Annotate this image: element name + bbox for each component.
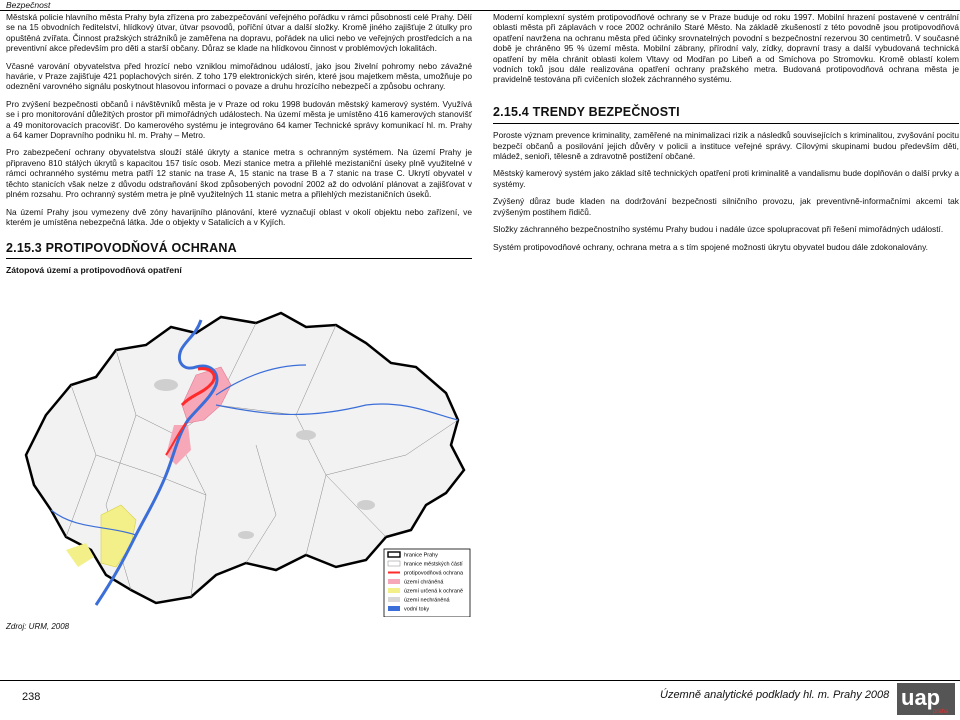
footer-divider [0, 680, 960, 681]
uap-logo [897, 683, 955, 715]
heading-divider [493, 123, 959, 124]
paragraph: Moderní komplexní systém protipovodňové ochrany se v Praze buduje od roku 1997. Mobilní hrazení postavené v centrální oblasti města při záplavách v roce 2002 ochránilo Staré Město. Na základě zkušeností z této povodně jsou protipovodňová opatření navržena na ochranu města před účinky srovnatelných povodní s bezpečnostní rezervou 30 centimetrů. V současné době je chráněno 95 % území města. Mobilní zábrany, přírodní valy, zídky, dopravní trasy a další vybudovaná technická opatření by měla chránit oblasti kolem Vltavy od Modřan po Libeň a od Smíchova po Stromovku. Kromě oblastí kolem vodních toků jsou dále realizována opatření ochrany pražského metra. Budovaná protipovodňová ochrana města je pravidelně testována při cvičeních složek záchranného systému. [493, 12, 959, 85]
legend-label: území určená k ochraně [404, 588, 464, 595]
legend-swatch [388, 561, 400, 566]
legend-label: území chráněná [404, 579, 444, 586]
paragraph: Včasné varování obyvatelstva před hrozící nebo vzniklou mimořádnou událostí, jako jsou živelní pohromy nebo závažné havárie, v Praze zajišťuje 421 poplachových sirén. Z toho 179 elektronických sirén, které jsou majetkem města, umožňuje po odeznění varovného signálu poskytnout hlasovou informaci o povaze a druhu hrozícího nebezpečí a způsobu ochrany. [6, 60, 472, 92]
logo-subtext: praha [933, 709, 949, 715]
legend-swatch [388, 588, 400, 593]
flood-map [6, 305, 472, 617]
section-heading: 2.15.3 PROTIPOVODŇOVÁ OCHRANA [6, 241, 237, 256]
legend-swatch [388, 552, 400, 557]
paragraph: Poroste význam prevence kriminality, zaměřené na minimalizaci rizik a následků souvisejících s kriminalitou, zvyšování pocitu bezpečí občanů a posilování jejich důvěry v policii a instituce veřejné správy. Cílovými skupinami budou především děti, mládež, senioři, tělesně a zdravotně postižení občané. [493, 130, 959, 162]
paragraph: Pro zvýšení bezpečnosti občanů i návštěvníků města je v Praze od roku 1998 budován městský kamerový systém. Využívá se i pro monitorování důležitých prostor při mimořádných událostech. Na území města je umístěno 416 kamerových stanovišť a 49 monitorovacích pracovišť. Do kamerového systému je integrováno 64 kamer Technické správy komunikací hl. m. Prahy a 64 kamer Dopravního podniku hl. m. Prahy – Metro. [6, 98, 472, 141]
legend-label: protipovodňová ochrana [404, 570, 464, 577]
right-column [493, 12, 959, 259]
paragraph: Zvýšený důraz bude kladen na dodržování bezpečnosti silničního provozu, jak preventivně-informačními akcemi tak zvýšeným postihem řidičů. [493, 196, 959, 217]
flood-map-graphic [6, 305, 472, 617]
legend-label: hranice městských částí [404, 561, 463, 568]
legend-swatch [388, 606, 400, 611]
paragraph: Složky záchranného bezpečnostního systému Prahy budou i nadále úzce spolupracovat při řešení mimořádných událostí. [493, 224, 944, 235]
map-caption: Zátopová území a protipovodňová opatření [6, 264, 182, 275]
left-column [6, 12, 472, 277]
paragraph: Městský kamerový systém jako základ sítě technických opatření proti kriminalitě a vandalismu bude doplňován o další prvky a systémy. [493, 168, 959, 189]
page-number: 238 [22, 691, 41, 703]
map-source: Zdroj: URM, 2008 [6, 622, 70, 631]
legend-label: území nechráněná [404, 597, 450, 604]
map-legend [384, 549, 470, 617]
paragraph: Pro zabezpečení ochrany obyvatelstva slouží stálé úkryty a stanice metra s ochranným systémem. Na území Prahy je připraveno 810 stálých úkrytů s kapacitou 157 tisíc osob. Mezi stanice metra a přilehlé mezistaniční úseky plně využitelné v rámci ochranného systému metra patří 12 stanic na trase A, 15 stanic na trase B a 7 stanic na trase C. Ukrytí obyvatel v těchto stanicích však nelze z důvodu odstraňování škod způsobených povodní 2002 až do odvolání plánovat a zajišťovat v plném rozsahu. Pro ochranný systém metra je plně využitelných 11 stanic metra a přilehlých mezistaničních úseků. [6, 147, 472, 200]
paragraph: Na území Prahy jsou vymezeny dvě zóny havarijního plánování, které vyznačují oblast v okolí objektu nebo zařízení, ve kterém je umístěna nebezpečná látka. Jde o objekty v Satalicích a v Kyjích. [6, 206, 472, 227]
logo-text: uap [901, 685, 941, 710]
legend-label: hranice Prahy [404, 552, 438, 559]
header-divider [0, 10, 960, 11]
legend-swatch [388, 597, 400, 602]
paragraph: Městská policie hlavního města Prahy byla zřízena pro zabezpečování veřejného pořádku v rámci působnosti celé Prahy. Dělí se na 15 obvodních ředitelství, hlídkový útvar, útvar psovodů, poříční útvar a další složky. Kromě jiného zajišťuje 2 útulky pro opuštěná zvířata. Činnost pražských strážníků je zaměřena na dopravu, pořádek na ulici nebo ve veřejných prostředcích a na preventivní akce především pro děti a starší občany. Důraz se klade na hlídkovou činnost v problémových lokalitách. [6, 12, 472, 54]
running-header: Bezpečnost [6, 0, 51, 10]
legend-swatch [388, 579, 400, 584]
section-heading: 2.15.4 TRENDY BEZPEČNOSTI [493, 104, 680, 119]
footer-title: Územně analytické podklady hl. m. Prahy 2008 [660, 689, 890, 701]
heading-divider [6, 258, 472, 259]
paragraph: Systém protipovodňové ochrany, ochrana metra a s tím spojené možnosti úkrytu obyvatel budou dále zdokonalovány. [493, 241, 928, 252]
legend-label: vodní toky [404, 606, 430, 613]
